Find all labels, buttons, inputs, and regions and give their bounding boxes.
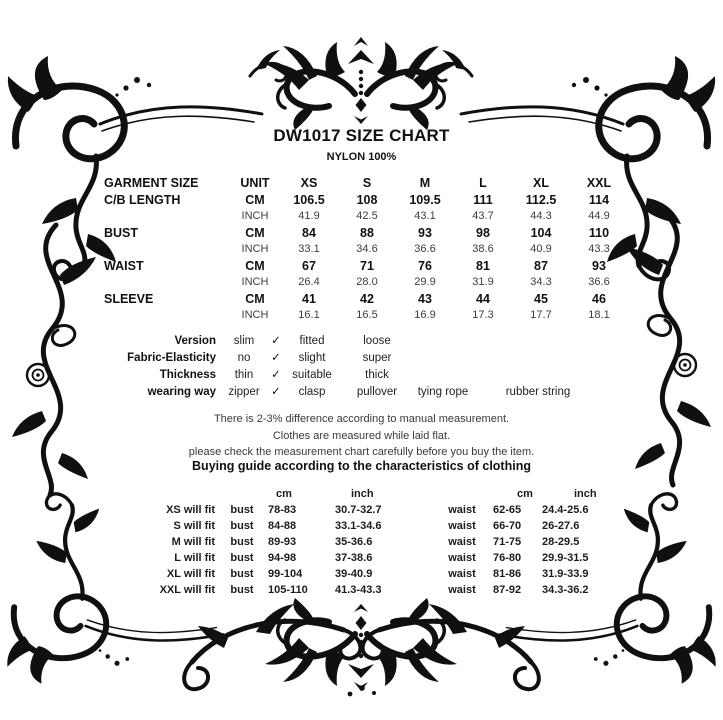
buying-guide-row-m — [130, 534, 654, 550]
col-header-m: M — [419, 176, 431, 190]
waist-inch-value: 34.3-36.2 — [542, 584, 589, 596]
waist-label: waist — [448, 568, 476, 580]
bust-cm-value: 99-104 — [268, 568, 303, 580]
unit-cell: CM — [245, 291, 265, 306]
size-cell: 29.9 — [414, 276, 436, 288]
unit-cell: CM — [245, 192, 265, 207]
size-cell: 88 — [360, 225, 374, 240]
row-label — [104, 208, 230, 225]
bust-inch-value: 30.7-32.7 — [335, 504, 382, 516]
waist-cm-value: 66-70 — [493, 520, 522, 532]
waist-inch-value: 26-27.6 — [542, 520, 580, 532]
size-cell: 41.9 — [298, 210, 320, 222]
bust-cm-value: 94-98 — [268, 552, 297, 564]
attribute-label: Thickness — [159, 369, 216, 381]
waist-cm-header: cm — [517, 488, 533, 500]
size-cell: 43.3 — [588, 243, 610, 255]
unit-cell: INCH — [241, 210, 269, 222]
attribute-label: wearing way — [147, 386, 216, 398]
attribute-row-elasticity — [96, 350, 606, 367]
size-table — [104, 175, 628, 324]
buying-guide-heading: Buying guide according to the characteristics of clothing — [192, 459, 531, 473]
size-cell: 16.5 — [356, 309, 378, 321]
size-cell: 44 — [476, 291, 490, 306]
size-cell: 17.7 — [530, 309, 552, 321]
size-cell: 67 — [302, 258, 316, 273]
col-header-unit: UNIT — [240, 176, 270, 190]
size-cell: 108 — [356, 192, 378, 207]
size-cell: 106.5 — [293, 192, 325, 207]
attribute-row-wearing-way — [96, 384, 606, 401]
bust-inch-value: 35-36.6 — [335, 536, 373, 548]
buying-guide-table — [130, 486, 654, 598]
size-cell: 26.4 — [298, 276, 320, 288]
size-cell: 34.6 — [356, 243, 378, 255]
buying-guide-row-s — [130, 518, 654, 534]
attribute-option: loose — [363, 335, 391, 347]
check-icon: ✓ — [271, 335, 281, 347]
attribute-option: suitable — [292, 369, 332, 381]
attribute-row-thickness — [96, 367, 606, 384]
bust-cm-value: 89-93 — [268, 536, 297, 548]
bust-cm-header: cm — [276, 488, 292, 500]
size-cell: 93 — [418, 225, 432, 240]
size-cell: 36.6 — [414, 243, 436, 255]
buying-guide-row-xs — [130, 502, 654, 518]
size-cell: 111 — [473, 192, 493, 207]
attribute-option: pullover — [356, 386, 398, 398]
attribute-label: Version — [174, 335, 216, 347]
page-title: DW1017 SIZE CHART — [273, 126, 450, 145]
col-header-xs: XS — [300, 176, 318, 190]
waist-cm-value: 81-86 — [493, 568, 522, 580]
waist-label: waist — [448, 536, 476, 548]
bust-label: bust — [230, 504, 254, 516]
size-cell: 98 — [476, 225, 490, 240]
col-header-l: L — [479, 176, 487, 190]
row-label — [104, 274, 230, 291]
size-cell: 38.6 — [472, 243, 494, 255]
attribute-option: thin — [234, 369, 254, 381]
size-cell: 31.9 — [472, 276, 494, 288]
attribute-option: fitted — [299, 335, 325, 347]
bust-cm-value: 84-88 — [268, 520, 297, 532]
size-cell: 18.1 — [588, 309, 610, 321]
fit-size-label: XXL will fit — [159, 584, 215, 596]
attribute-option: thick — [365, 369, 389, 381]
size-cell: 43 — [418, 291, 432, 306]
size-cell: 93 — [592, 258, 606, 273]
unit-cell: CM — [245, 225, 265, 240]
check-icon: ✓ — [271, 386, 281, 398]
size-cell: 42 — [360, 291, 374, 306]
attribute-option: tying rope — [417, 386, 469, 398]
fabric-subtitle: NYLON 100% — [326, 151, 397, 163]
waist-inch-value: 24.4-25.6 — [542, 504, 589, 516]
waist-inch-value: 29.9-31.5 — [542, 552, 589, 564]
attribute-option: clasp — [298, 386, 326, 398]
attribute-option: super — [362, 352, 392, 364]
waist-cm-value: 71-75 — [493, 536, 522, 548]
size-cell: 45 — [534, 291, 548, 306]
bust-cm-value: 105-110 — [268, 584, 308, 596]
header-spacer — [222, 486, 262, 502]
size-cell: 16.9 — [414, 309, 436, 321]
size-cell: 110 — [588, 225, 610, 240]
waist-cm-value: 76-80 — [493, 552, 522, 564]
attribute-option — [470, 367, 606, 384]
bust-inch-value: 41.3-43.3 — [335, 584, 382, 596]
check-icon: ✓ — [271, 369, 281, 381]
bust-label: bust — [230, 552, 254, 564]
waist-cm-value: 62-65 — [493, 504, 522, 516]
row-label: SLEEVE — [104, 291, 154, 306]
bust-inch-value: 33.1-34.6 — [335, 520, 382, 532]
size-cell: 43.1 — [414, 210, 436, 222]
waist-label: waist — [448, 520, 476, 532]
waist-inch-value: 28-29.5 — [542, 536, 580, 548]
size-cell: 17.3 — [472, 309, 494, 321]
buying-guide-row-xl — [130, 566, 654, 582]
size-cell: 109.5 — [409, 192, 441, 207]
unit-cell: CM — [245, 258, 265, 273]
size-cell: 41 — [302, 291, 316, 306]
size-cell: 81 — [476, 258, 490, 273]
attribute-option: rubber string — [505, 386, 571, 398]
fit-size-label: XS will fit — [166, 504, 215, 516]
unit-cell: INCH — [241, 276, 269, 288]
bust-label: bust — [230, 520, 254, 532]
attribute-label: Fabric-Elasticity — [127, 352, 216, 364]
size-cell: 84 — [302, 225, 316, 240]
bust-cm-value: 78-83 — [268, 504, 297, 516]
size-cell: 16.1 — [298, 309, 320, 321]
col-header-s: S — [362, 176, 372, 190]
size-cell: 76 — [418, 258, 432, 273]
size-cell: 40.9 — [530, 243, 552, 255]
size-cell: 33.1 — [298, 243, 320, 255]
attribute-option — [416, 333, 470, 350]
col-header-garment-size: GARMENT SIZE — [104, 176, 199, 190]
check-icon: ✓ — [271, 352, 281, 364]
bust-inch-value: 39-40.9 — [335, 568, 373, 580]
attribute-option — [416, 367, 470, 384]
size-cell: 112.5 — [525, 192, 557, 207]
size-cell: 36.6 — [588, 276, 610, 288]
attribute-option: slim — [233, 335, 255, 347]
attribute-option: zipper — [228, 386, 260, 398]
header-spacer — [130, 486, 215, 502]
buying-guide-row-xxl — [130, 582, 654, 598]
size-cell: 42.5 — [356, 210, 378, 222]
size-cell: 44.3 — [530, 210, 552, 222]
bust-inch-header: inch — [351, 488, 374, 500]
fit-size-label: XL will fit — [166, 568, 215, 580]
attribute-option — [416, 350, 470, 367]
bust-inch-value: 37-38.6 — [335, 552, 373, 564]
size-cell: 71 — [360, 258, 374, 273]
size-cell: 28.0 — [356, 276, 378, 288]
attribute-option — [470, 350, 606, 367]
bust-label: bust — [230, 584, 254, 596]
row-label: BUST — [104, 225, 139, 240]
attribute-option — [470, 333, 606, 350]
unit-cell: INCH — [241, 309, 269, 321]
attribute-option: no — [237, 352, 251, 364]
row-label: C/B LENGTH — [104, 192, 181, 207]
size-cell: 43.7 — [472, 210, 494, 222]
buying-guide-row-l — [130, 550, 654, 566]
waist-label: waist — [448, 584, 476, 596]
note-line: There is 2-3% difference according to manual measurement. — [213, 413, 510, 425]
row-label — [104, 241, 230, 258]
measurement-notes — [0, 411, 723, 461]
unit-cell: INCH — [241, 243, 269, 255]
size-cell: 87 — [534, 258, 548, 273]
clothing-attributes — [96, 333, 606, 401]
waist-cm-value: 87-92 — [493, 584, 522, 596]
fit-size-label: L will fit — [174, 552, 215, 564]
attribute-option: slight — [298, 352, 326, 364]
note-line: please check the measurement chart carefully before you buy the item. — [188, 446, 535, 458]
col-header-xl: XL — [533, 176, 549, 190]
waist-label: waist — [448, 552, 476, 564]
col-header-xxl: XXL — [586, 176, 612, 190]
size-cell: 34.3 — [530, 276, 552, 288]
waist-inch-value: 31.9-33.9 — [542, 568, 589, 580]
buying-guide-header-row — [130, 486, 654, 502]
waist-inch-header: inch — [574, 488, 597, 500]
fit-size-label: M will fit — [171, 536, 215, 548]
row-label — [104, 307, 230, 324]
size-cell: 114 — [588, 192, 610, 207]
fit-size-label: S will fit — [173, 520, 215, 532]
size-cell: 44.9 — [588, 210, 610, 222]
bust-label: bust — [230, 536, 254, 548]
bust-label: bust — [230, 568, 254, 580]
waist-label: waist — [448, 504, 476, 516]
size-cell: 46 — [592, 291, 606, 306]
row-label: WAIST — [104, 258, 144, 273]
size-cell: 104 — [530, 225, 552, 240]
note-line: Clothes are measured while laid flat. — [272, 429, 451, 442]
header-spacer — [453, 486, 503, 502]
attribute-row-version — [96, 333, 606, 350]
